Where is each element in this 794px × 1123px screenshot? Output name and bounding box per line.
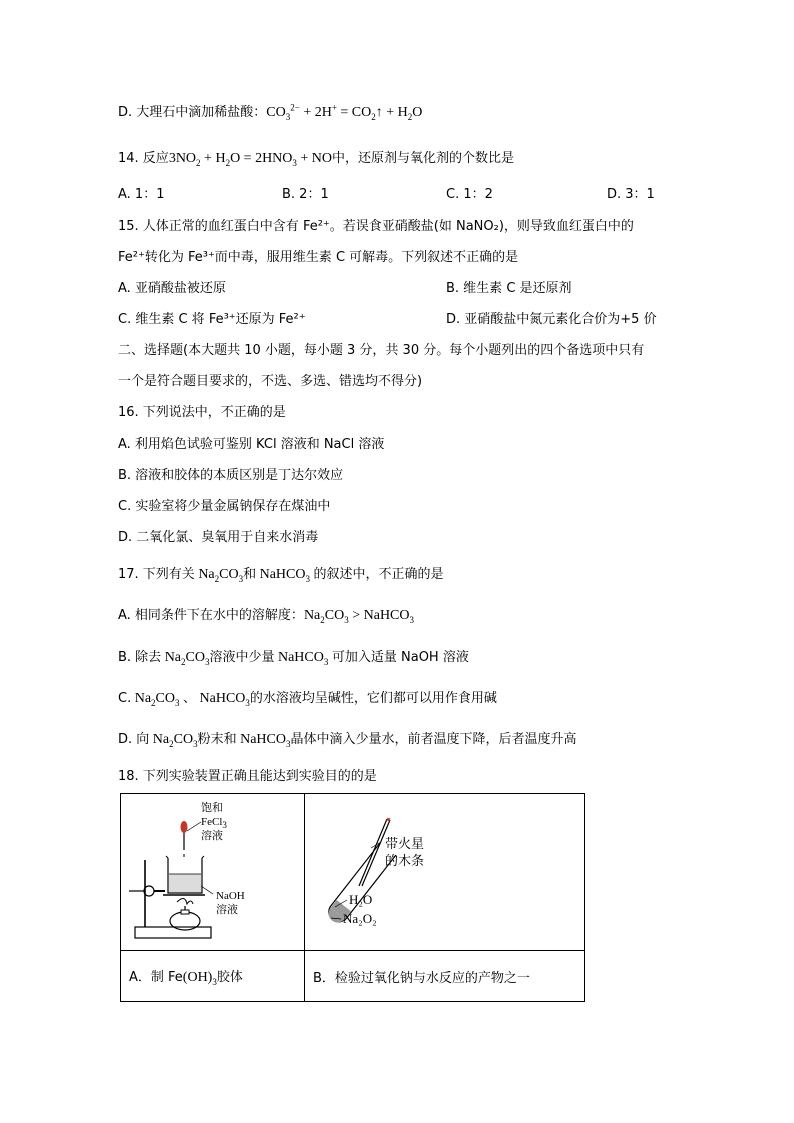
q18-cell-a-formula: $(OH)_3$ xyxy=(182,970,217,987)
label-solution-2: 溶液 xyxy=(216,904,238,916)
q17-option-c-label: C. xyxy=(118,691,132,706)
q17-option-c-sep: 、 xyxy=(183,691,197,706)
formula-nahco3: NaHCO$_3$ xyxy=(256,567,310,584)
q18-cell-a-caption-part2: 胶体 xyxy=(216,970,243,985)
q17-option-b xyxy=(118,649,469,667)
q16-stem: 16. 下列说法中，不正确的是 xyxy=(118,405,286,420)
q17-option-d-end: 晶体中滴入少量水，前者温度下降，后者温度升高 xyxy=(290,732,577,747)
q17-option-d-label: D. 向 xyxy=(118,732,150,747)
q17-stem xyxy=(118,566,444,584)
formula-nahco3: NaHCO$_3$ xyxy=(236,732,291,749)
q18-cell-a-caption xyxy=(121,951,305,1002)
q18-cell-a-figure xyxy=(121,794,305,951)
label-h2o: H₂O xyxy=(349,892,373,907)
q17-option-d-mid: 粉末和 xyxy=(197,732,237,747)
q14-option-b: B. 2：1 xyxy=(282,187,329,202)
q16-option-b: B. 溶液和胶体的本质区别是丁达尔效应 xyxy=(118,468,344,483)
label-solution-1: 溶液 xyxy=(201,830,223,842)
q13-option-d xyxy=(118,104,422,122)
label-saturated: 饱和 xyxy=(201,802,223,814)
q14-stem-part2: 中，还原剂与氧化剂的个数比是 xyxy=(332,151,515,166)
q17-stem-part1: 17. 下列有关 xyxy=(118,567,195,582)
q17-option-d xyxy=(118,731,576,749)
q17-option-b-end: 可加入适量 NaOH 溶液 xyxy=(331,650,469,665)
q16-option-c: C. 实验室将少量金属钠保存在煤油中 xyxy=(118,499,331,514)
q15-option-c: C. 维生素 C 将 Fe³⁺还原为 Fe²⁺ xyxy=(118,312,306,327)
label-glowing-splint-2: 的木条 xyxy=(385,854,425,869)
q17-option-b-label: B. 除去 xyxy=(118,650,162,665)
q14-option-d: D. 3：1 xyxy=(607,187,655,202)
q14-equation: $3NO_2 + H_2O = 2HNO_3$ + NO xyxy=(168,151,333,168)
label-fecl3: FeCl$_3$ xyxy=(201,816,227,831)
label-fecl3-text: FeCl xyxy=(201,816,223,828)
formula-na2co3: $Na_2CO_3$ xyxy=(149,732,198,749)
label-glowing-splint-1: 带火星 xyxy=(385,837,425,852)
label-na2o2: Na₂O₂ xyxy=(343,911,377,926)
label-naoh: NaOH xyxy=(216,890,245,902)
q14-stem xyxy=(118,150,514,168)
q13-option-d-label: D. 大理石中滴加稀盐酸： xyxy=(118,105,267,120)
q16-option-a: A. 利用焰色试验可鉴别 KCl 溶液和 NaCl 溶液 xyxy=(118,437,385,452)
formula-nahco3: NaHCO$_3$ xyxy=(196,691,250,708)
q17-option-c xyxy=(118,690,497,708)
q18-stem: 18. 下列实验装置正确且能达到实验目的的是 xyxy=(118,769,377,784)
q15-option-d: D. 亚硝酸盐中氮元素化合价为+5 价 xyxy=(446,312,657,327)
q17-option-a xyxy=(118,607,414,625)
q16-option-d: D. 二氧化氯、臭氧用于自来水消毒 xyxy=(118,530,319,545)
q17-stem-part3: 的叙述中，不正确的是 xyxy=(313,567,444,582)
q17-stem-part2: 和 xyxy=(243,567,257,582)
section2-heading-line2: 一个是符合题目要求的，不选、多选、错选均不得分) xyxy=(118,374,423,389)
q14-stem-part1: 14. 反应 xyxy=(118,151,169,166)
q17-option-a-formula: $Na_2CO_3$ > NaHCO$_3$ xyxy=(303,608,414,625)
q18-experiment-table xyxy=(120,793,585,1002)
q15-stem-line1: 15. 人体正常的血红蛋白中含有 Fe²⁺。若误食亚硝酸盐(如 NaNO₂)，则导致血红蛋白中的 xyxy=(118,219,634,234)
q15-stem-line2: Fe²⁺转化为 Fe³⁺而中毒，服用维生素 C 可解毒。下列叙述不正确的是 xyxy=(118,250,519,265)
q18-cell-b-figure xyxy=(305,794,585,951)
q17-option-a-label: A. 相同条件下在水中的溶解度： xyxy=(118,608,304,623)
q13-option-d-equation: $CO_3^{2-} + 2H^+$ = $CO_2↑ + H_2O$ xyxy=(266,102,423,122)
formula-na2co3: $Na_2CO_3$ xyxy=(194,567,244,584)
formula-na2co3: $Na_2CO_3$ xyxy=(131,691,180,708)
q15-option-b: B. 维生素 C 是还原剂 xyxy=(446,281,572,296)
section2-heading-line1: 二、选择题(本大题共 10 小题，每小题 3 分，共 30 分。每个小题列出的四个备选项中只有 xyxy=(118,343,645,358)
q18-cell-b-caption: B．检验过氧化钠与水反应的产物之一 xyxy=(305,951,585,1002)
q14-option-a: A. 1：1 xyxy=(118,187,165,202)
q17-option-b-mid: 溶液中少量 xyxy=(209,650,275,665)
q14-option-c: C. 1：2 xyxy=(446,187,493,202)
formula-na2co3: $Na_2CO_3$ xyxy=(161,650,210,667)
q18-cell-a-caption-part1: A．制 Fe xyxy=(129,970,183,985)
q15-option-a: A. 亚硝酸盐被还原 xyxy=(118,281,226,296)
q17-option-c-end: 的水溶液均呈碱性，它们都可以用作食用碱 xyxy=(249,691,497,706)
formula-nahco3: NaHCO$_3$ xyxy=(274,650,329,667)
